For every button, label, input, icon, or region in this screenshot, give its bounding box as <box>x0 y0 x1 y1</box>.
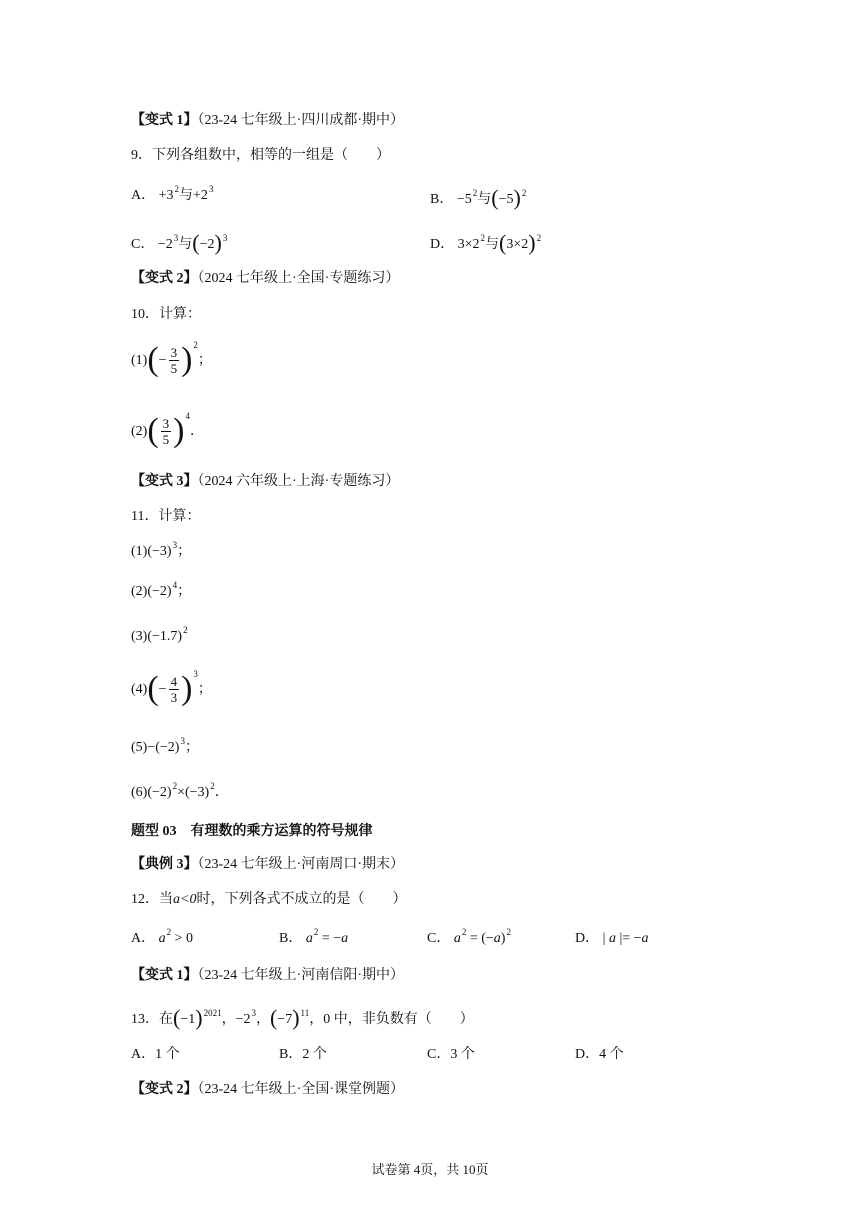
option-d: D．4 个 <box>575 1047 624 1062</box>
conjunction: 与 <box>178 237 193 252</box>
section-type-03-heading: 题型 03 有理数的乘方运算的符号规律 <box>131 824 373 839</box>
variant-source: （23-24 七年级上·河南信阳·期中） <box>197 968 404 983</box>
part-label: (1) <box>131 544 148 559</box>
punct: ； <box>184 740 199 755</box>
question-13-stem: 13．在$(-1)^{2021}$，$-2^3$，$(-7)^{11}$，0 中，非负数有（ ） <box>131 1005 474 1030</box>
question-11-part-2: $(2)(-2)^4$； <box>131 580 192 599</box>
punct: ． <box>189 424 204 439</box>
variant-2b-heading <box>131 1080 404 1100</box>
question-9-option-a: A． $+3^2$与$+2^3$ <box>131 184 214 203</box>
option-label: D． <box>430 237 455 252</box>
question-11-stem: 11．计算： <box>131 509 201 524</box>
question-9-option-b: B． $-5^2$与$(-5)^2$ <box>430 185 527 210</box>
condition: a<0 <box>173 892 197 907</box>
question-11-part-1: $(1)(-3)^3$； <box>131 540 192 559</box>
punct: ． <box>214 785 229 800</box>
conjunction: 与 <box>477 192 492 207</box>
stem-text: 时，下列各式不成立的是（ ） <box>196 892 407 907</box>
part-label: (3) <box>131 629 148 644</box>
variant-source: （23-24 七年级上·四川成都·期中） <box>197 113 404 128</box>
stem-text: 13．在 <box>131 1012 173 1027</box>
variant-source: （2024 七年级上·全国·专题练习） <box>197 271 400 286</box>
stem-text: ，0 中，非负数有（ ） <box>309 1012 474 1027</box>
conjunction: 与 <box>485 237 500 252</box>
page-footer: 试卷第 4页，共 10页 <box>371 1162 489 1177</box>
variant-label: 【变式 2】 <box>131 271 198 286</box>
variant-label: 【变式 3】 <box>131 474 198 489</box>
part-label: (4) <box>131 682 148 697</box>
punct: ； <box>197 682 212 697</box>
punct: ； <box>177 584 192 599</box>
part-label: (2) <box>131 584 148 599</box>
variant-3-heading <box>131 472 399 492</box>
option-label: A． <box>131 188 156 203</box>
variant-1-heading <box>131 111 404 131</box>
example-label: 【典例 3】 <box>131 857 198 872</box>
question-11-part-3: $(3)(-1.7)^2$ <box>131 625 188 644</box>
part-label: (2) <box>131 424 148 439</box>
punct: ； <box>197 353 212 368</box>
question-13-options <box>131 1045 723 1065</box>
variant-source: （23-24 七年级上·全国·课堂例题） <box>197 1082 404 1097</box>
question-9-stem: 9．下列各组数中，相等的一组是（ ） <box>131 148 390 163</box>
option-label: D． <box>575 931 600 946</box>
option-label: C． <box>131 237 155 252</box>
question-10-part-1: (1)(− $\frac{3}{5}$ )$^2$； <box>131 340 212 378</box>
question-11-part-6: $(6)(-2)^2\times(-3)^2$． <box>131 781 229 800</box>
question-9-option-c: C． $-2^3$与$(-2)^3$ <box>131 230 228 255</box>
option-a: A．1 个 <box>131 1047 180 1062</box>
question-11-part-5: $(5)-(-2)^3$； <box>131 736 199 755</box>
option-label: C． <box>427 931 451 946</box>
variant-1b-heading <box>131 966 404 986</box>
punct: ； <box>177 544 192 559</box>
part-label: (5) <box>131 740 148 755</box>
question-12-options <box>131 929 723 949</box>
option-label: B． <box>279 931 303 946</box>
example-3-heading <box>131 855 404 875</box>
question-10-stem: 10．计算： <box>131 307 201 322</box>
option-c: C． $a^2 = (-a)^2$ <box>427 927 511 946</box>
variant-label: 【变式 1】 <box>131 968 198 983</box>
option-b: B． $a^2 = -a$ <box>279 927 349 946</box>
variant-label: 【变式 2】 <box>131 1082 198 1097</box>
conjunction: 与 <box>179 188 194 203</box>
part-label: (1) <box>131 353 148 368</box>
question-12-stem <box>131 890 406 910</box>
part-label: (6) <box>131 785 148 800</box>
example-source: （23-24 七年级上·河南周口·期末） <box>197 857 404 872</box>
option-b: B．2 个 <box>279 1047 327 1062</box>
option-label: B． <box>430 192 454 207</box>
question-9-option-d: D． $3\times 2^2$与$(3\times 2)^2$ <box>430 230 542 255</box>
variant-source: （2024 六年级上·上海·专题练习） <box>197 474 400 489</box>
question-11-part-4: (4)(− $\frac{4}{3}$ )$^3$； <box>131 669 212 707</box>
stem-text: 12．当 <box>131 892 173 907</box>
option-label: A． <box>131 931 156 946</box>
question-10-part-2: (2)( $\frac{3}{5}$ )$^4$． <box>131 411 204 449</box>
option-a: A． $a^2 > 0$ <box>131 927 194 946</box>
option-d: D． | a |= −a <box>575 931 649 946</box>
variant-label: 【变式 1】 <box>131 113 198 128</box>
option-c: C．3 个 <box>427 1047 475 1062</box>
variant-2-heading <box>131 269 399 289</box>
